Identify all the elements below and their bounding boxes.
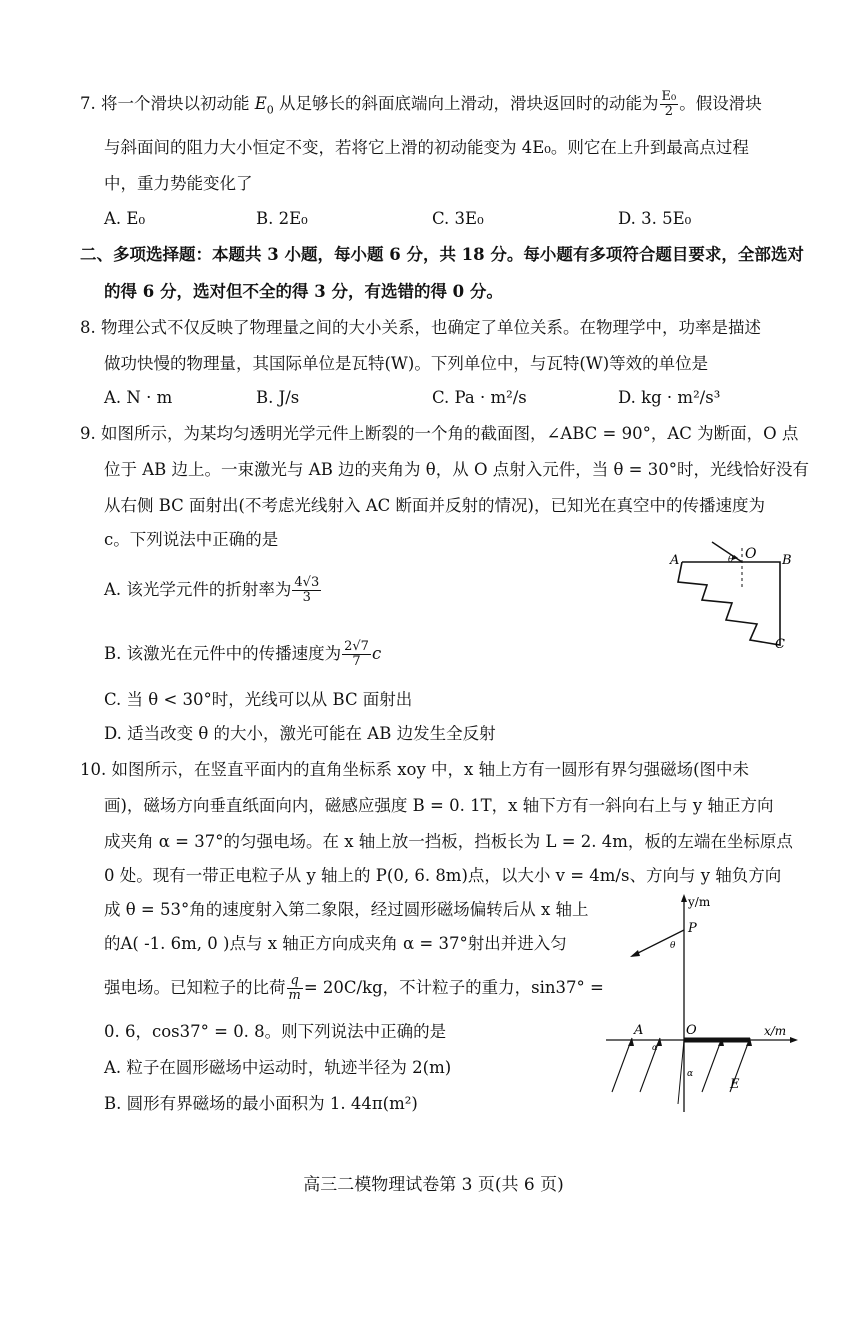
q7-text-a: 7. 将一个滑块以初动能 [80,94,250,113]
q10-alpha-guide [678,1040,684,1104]
q10-x-label: x/m [764,1024,787,1038]
q10-field-line-1 [612,1038,632,1092]
q9-label-a: A [670,553,680,568]
q10-x-arrow-icon [790,1037,798,1043]
q10-label-e: E [730,1077,740,1092]
q9-option-a-fraction: $\frac{4√3}{3}$ [294,575,320,605]
q10-label-o: O [686,1023,697,1038]
q10-label-p: P [688,921,697,936]
q10-line6: 的A( -1. 6m, 0 )点与 x 轴正方向成夹角 α = 37°射出并进入匀 [104,934,567,953]
q10-line7-text: 强电场。已知粒子的比荷 [104,978,286,997]
q9-label-b: B [782,553,792,568]
q9-label-theta: θ [728,555,734,565]
q7-line2: 与斜面间的阻力大小恒定不变，若将它上滑的初动能变为 4E₀。则它在上升到最高点过程 [104,138,749,157]
q7-text-b: 从足够长的斜面底端向上滑动，滑块返回时的动能为 [279,94,659,113]
q7-option-b: B. 2E₀ [256,209,308,228]
q10-label-alpha-a: α [652,1043,658,1052]
q9-label-c: C [775,637,785,652]
q8-option-b: B. J/s [256,388,300,407]
q10-option-a: A. 粒子在圆形磁场中运动时，轨迹半径为 2(m) [104,1058,452,1077]
q10-velocity-ray [632,930,684,956]
q7-e0: E [254,94,267,113]
q10-label-alpha-y: α [687,1069,694,1079]
q10-line8: 0. 6，cos37° = 0. 8。则下列说法中正确的是 [104,1022,447,1041]
q10-line3: 成夹角 α = 37°的匀强电场。在 x 轴上放一挡板，挡板长为 L = 2. 4m，板的左端在坐标原点 [104,832,793,851]
section2-line1: 二、多项选择题：本题共 3 小题，每小题 6 分，共 18 分。每小题有多项符合题目要求，全部选对 [80,245,804,264]
q10-line7-post: = 20C/kg，不计粒子的重力，sin37° = [303,978,604,997]
q9-option-d: D. 适当改变 θ 的大小，激光可能在 AB 边发生全反射 [104,724,496,743]
q7-option-a: A. E₀ [104,209,146,228]
q7-option-c: C. 3E₀ [432,209,484,228]
q8-line2: 做功快慢的物理量，其国际单位是瓦特(W)。下列单位中，与瓦特(W)等效的单位是 [104,354,709,373]
q9-option-a [104,572,322,608]
q9-option-b-text: B. 该激光在元件中的传播速度为 [104,644,342,663]
q7-text-c: 。假设滑块 [679,94,762,113]
q10-field-line-3 [702,1038,722,1092]
q10-y-arrow-icon [681,894,687,902]
q10-coordinate-figure [604,892,800,1118]
q9-prism-outline [678,562,780,645]
q10-line5: 成 θ = 53°角的速度射入第二象限，经过圆形磁场偏转后从 x 轴上 [104,900,589,919]
q10-label-a: A [634,1023,644,1038]
page-footer: 高三二模物理试卷第 3 页(共 6 页) [303,1175,564,1195]
q9-option-c: C. 当 θ < 30°时，光线可以从 BC 面射出 [104,690,413,709]
q10-charge-ratio: $\frac{q}{m}$ [288,973,301,1003]
q8-option-a: A. N · m [104,388,173,407]
q9-option-b-fraction: $\frac{2√7}{7}$ [344,639,369,669]
q10-line1: 10. 如图所示，在竖直平面内的直角坐标系 xoy 中，x 轴上方有一圆形有界匀强磁场(图中未 [80,760,750,779]
q7-fraction: $\frac{\text{E₀}}{2}$ [661,89,677,119]
q9-line3: 从右侧 BC 面射出(不考虑光线射入 AC 断面并反射的情况)，已知光在真空中的传播速度为 [104,496,765,515]
q10-option-b: B. 圆形有界磁场的最小面积为 1. 44π(m²) [104,1094,418,1113]
q9-prism-figure [662,530,792,660]
q9-label-o: O [745,546,757,562]
q10-line4: 0 处。现有一带正电粒子从 y 轴上的 P(0, 6. 8m)点，以大小 v = 4m/s、方向与 y 轴负方向 [104,866,782,885]
q9-option-a-text: A. 该光学元件的折射率为 [104,580,292,599]
q9-line1: 9. 如图所示，为某均匀透明光学元件上断裂的一个角的截面图，∠ABC = 90°，AC 为断面，O 点 [80,424,799,443]
q10-velocity-arrow-icon [630,950,640,957]
q7-option-d: D. 3. 5E₀ [618,209,692,228]
q9-laser-ray [712,542,742,562]
q8-option-c: C. Pa · m²/s [432,388,527,407]
q10-y-label: y/m [688,895,711,909]
q9-option-b-c: c [371,644,382,663]
q9-option-b [104,636,381,672]
q10-line7 [104,970,604,1006]
q9-line4: c。下列说法中正确的是 [104,530,279,549]
q10-line2: 画)，磁场方向垂直纸面向内，磁感应强度 B = 0. 1T，x 轴下方有一斜向右上与 y 轴正方向 [104,796,774,815]
q10-label-theta: θ [670,941,676,951]
q7-line3: 中，重力势能变化了 [104,174,253,193]
q8-line1: 8. 物理公式不仅反映了物理量之间的大小关系，也确定了单位关系。在物理学中，功率是描述 [80,318,761,337]
section2-line2: 的得 6 分，选对但不全的得 3 分，有选错的得 0 分。 [104,282,503,301]
q7-line1: 7. 将一个滑块以初动能 $E_0$ 从足够长的斜面底端向上滑动，滑块返回时的动能为 $\frac{\text{E₀}}{2}$ 。假设滑块 [80,89,762,119]
q9-line2: 位于 AB 边上。一束激光与 AB 边的夹角为 θ，从 O 点射入元件，当 θ = 30°时，光线恰好没有 [104,460,809,479]
q8-option-d: D. kg · m²/s³ [618,388,721,407]
